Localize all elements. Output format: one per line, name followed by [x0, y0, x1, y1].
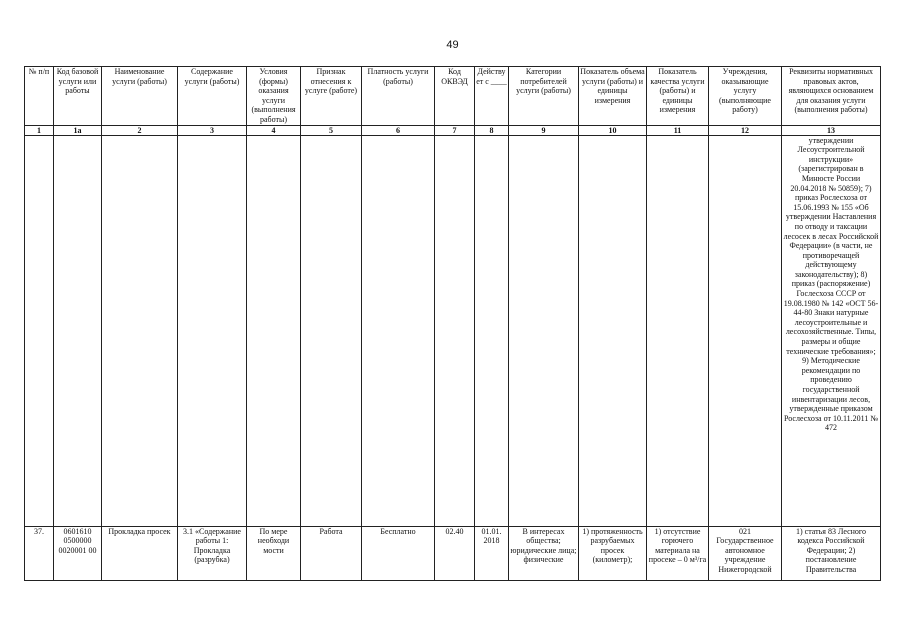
- header-cell: Условия (формы) оказания услуги (выполнения работы): [247, 67, 301, 126]
- column-number: 2: [102, 125, 178, 135]
- column-number: 7: [435, 125, 475, 135]
- empty-cell: [579, 135, 647, 526]
- volume-indicator: 1) протяженность разрубаемых просек (километр);: [579, 526, 647, 580]
- column-number: 9: [509, 125, 579, 135]
- column-number: 1а: [54, 125, 102, 135]
- table-row: [25, 526, 881, 580]
- effective-date: 01.01. 2018: [475, 526, 509, 580]
- header-cell: Код ОКВЭД: [435, 67, 475, 126]
- empty-cell: [102, 135, 178, 526]
- header-cell: Показатель качества услуги (работы) и единицы измерения: [647, 67, 709, 126]
- empty-cell: [25, 135, 54, 526]
- header-cell: Платность услуги (работы): [362, 67, 435, 126]
- header-cell: Учреждения, оказывающие услугу (выполняющие работу): [709, 67, 782, 126]
- header-cell: Содержание услуги (работы): [178, 67, 247, 126]
- service-name: Прокладка просек: [102, 526, 178, 580]
- column-number: 12: [709, 125, 782, 135]
- column-number: 11: [647, 125, 709, 135]
- service-content: 3.1 «Содержание работы 1: Прокладка (разрубка): [178, 526, 247, 580]
- header-cell: Признак отнесения к услуге (работе): [301, 67, 362, 126]
- column-number: 6: [362, 125, 435, 135]
- empty-cell: [647, 135, 709, 526]
- empty-cell: [709, 135, 782, 526]
- empty-cell: [509, 135, 579, 526]
- empty-cell: [362, 135, 435, 526]
- header-cell: Категории потребителей услуги (работы): [509, 67, 579, 126]
- empty-cell: [301, 135, 362, 526]
- header-cell: Действует с ____: [475, 67, 509, 126]
- empty-cell: [178, 135, 247, 526]
- column-number: 5: [301, 125, 362, 135]
- row-number: 37.: [25, 526, 54, 580]
- consumer-categories: В интересах общества; юридические лица; физические: [509, 526, 579, 580]
- service-type: Работа: [301, 526, 362, 580]
- empty-cell: [475, 135, 509, 526]
- legal-acts-continuation: утверждении Лесоустроительной инструкции» (зарегистрирован в Минюсте России 20.04.2018 № 50859); 7) приказ Рослесхоза от 15.06.1993 № 155 «Об утверждении Наставления по отводу и таксации лесосек в лесах Российской Федерации» (в части, не противоречащей действующему законодательству); 8) приказ (распоряжение) Гослесхоза СССР от 19.08.1980 № 142 «ОСТ 56-44-80 Знаки натурные лесоустроительные и лесохозяйственные. Типы, размеры и общие технические требования»; 9) Методические рекомендации по проведению государственной инвентаризации лесов, утвержденные приказом Рослесхоза от 10.11.2011 № 472: [782, 135, 881, 526]
- empty-cell: [54, 135, 102, 526]
- header-cell: № п/п: [25, 67, 54, 126]
- header-cell: Реквизиты нормативных правовых актов, являющихся основанием для оказания услуги (выполнения работы): [782, 67, 881, 126]
- okved-code: 02.40: [435, 526, 475, 580]
- quality-indicator: 1) отсутствие горючего материала на просеке – 0 м³/га: [647, 526, 709, 580]
- page-number: 49: [446, 39, 459, 51]
- empty-cell: [247, 135, 301, 526]
- service-conditions: По мере необходи мости: [247, 526, 301, 580]
- column-number-row: [25, 125, 881, 135]
- column-number: 10: [579, 125, 647, 135]
- continuation-row: [25, 135, 881, 526]
- header-row: [25, 67, 881, 126]
- column-number: 3: [178, 125, 247, 135]
- column-number: 13: [782, 125, 881, 135]
- service-code: 0601610 0500000 0020001 00: [54, 526, 102, 580]
- header-cell: Код базовой услуги или работы: [54, 67, 102, 126]
- column-number: 8: [475, 125, 509, 135]
- column-number: 1: [25, 125, 54, 135]
- header-cell: Наименование услуги (работы): [102, 67, 178, 126]
- service-payment: Бесплатно: [362, 526, 435, 580]
- providing-institutions: 021 Государственное автономное учреждение Нижегородской: [709, 526, 782, 580]
- column-number: 4: [247, 125, 301, 135]
- empty-cell: [435, 135, 475, 526]
- services-table: [24, 66, 881, 581]
- header-cell: Показатель объема услуги (работы) и единицы измерения: [579, 67, 647, 126]
- legal-acts: 1) статья 83 Лесного кодекса Российской Федерации; 2) постановление Правительства: [782, 526, 881, 580]
